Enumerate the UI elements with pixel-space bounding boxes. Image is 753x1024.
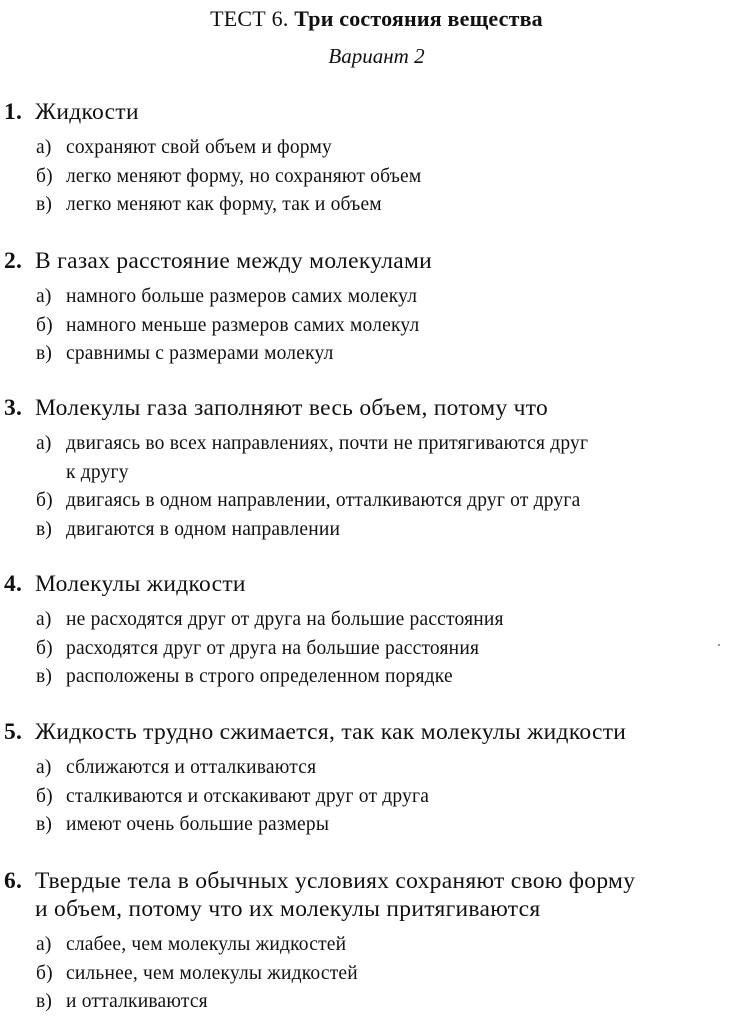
answer-option (4, 663, 734, 692)
question-heading (4, 718, 734, 746)
answer-text-line: двигаясь в одном направлении, отталкиваются друг от друга (66, 490, 581, 511)
answer-letter: б) (36, 785, 53, 807)
answer-letter: а) (36, 757, 52, 778)
question-number: 4. (4, 571, 23, 597)
answer-option (4, 635, 734, 664)
answer-letter: в) (36, 991, 53, 1012)
answer-option (4, 134, 734, 163)
answer-letter: а) (36, 137, 52, 158)
question-text-line: Твердые тела в обычных условиях сохраняют свою форму (35, 868, 636, 894)
answer-letter: в) (36, 343, 53, 364)
answer-letter: в) (36, 666, 53, 687)
answer-option (4, 783, 734, 812)
answer-text-line: намного больше размеров самих молекул (66, 286, 418, 307)
question-1 (4, 98, 734, 220)
answer-options (4, 606, 734, 692)
question-heading (4, 570, 734, 598)
question-heading (4, 394, 734, 422)
question-heading (4, 867, 734, 923)
answer-text-line: расположены в строго определенном порядке (66, 666, 453, 687)
question-number: 5. (4, 719, 23, 745)
answer-text-line: двигаются в одном направлении (66, 518, 341, 540)
answer-option (4, 487, 734, 516)
question-text-line: В газах расстояние между молекулами (35, 248, 433, 274)
answer-options (4, 931, 734, 1017)
question-6 (4, 867, 734, 1017)
question-number: 1. (4, 99, 23, 125)
answer-options (4, 430, 734, 544)
answer-option (4, 191, 734, 220)
answer-option (4, 430, 734, 487)
answer-letter: б) (36, 637, 53, 659)
answer-option (4, 606, 734, 635)
answer-letter: а) (36, 286, 52, 307)
answer-option (4, 754, 734, 783)
scan-speck (718, 644, 720, 646)
question-heading (4, 98, 734, 126)
question-number: 3. (4, 395, 23, 421)
variant-label: Вариант 2 (328, 44, 425, 68)
answer-options (4, 134, 734, 220)
answer-text-line: слабее, чем молекулы жидкостей (66, 934, 347, 955)
question-2 (4, 247, 734, 369)
question-5 (4, 718, 734, 840)
question-text-line: и объем, потому что их молекулы притягиваются (35, 896, 541, 922)
answer-letter: б) (36, 490, 53, 511)
answer-letter: а) (36, 934, 52, 955)
answer-text-line: легко меняют как форму, так и объем (66, 194, 382, 215)
answer-text-line: сохраняют свой объем и форму (66, 137, 332, 158)
answer-option (4, 960, 734, 989)
question-text-line: Жидкость трудно сжимается, так как молекулы жидкости (35, 719, 627, 745)
question-number: 6. (4, 868, 23, 894)
answer-text-line: сравнимы с размерами молекул (66, 343, 334, 364)
answer-letter: б) (36, 314, 53, 336)
answer-text-line: сталкиваются и отскакивают друг от друга (66, 785, 430, 807)
answer-option (4, 340, 734, 369)
answer-option (4, 931, 734, 960)
answer-text-line: и отталкиваются (66, 991, 208, 1012)
answer-option (4, 516, 734, 545)
answer-letter: в) (36, 518, 53, 540)
question-text-line: Молекулы газа заполняют весь объем, потому что (35, 395, 549, 421)
answer-option (4, 163, 734, 192)
answer-options (4, 283, 734, 369)
answer-text-line: легко меняют форму, но сохраняют объем (66, 165, 422, 187)
answer-letter: а) (36, 433, 52, 454)
test-prefix: ТЕСТ 6. (210, 6, 289, 31)
answer-text-line: намного меньше размеров самих молекул (66, 314, 420, 336)
answer-text-line: к другу (66, 461, 129, 483)
question-number: 2. (4, 248, 23, 274)
question-4 (4, 570, 734, 692)
answer-letter: в) (36, 194, 53, 215)
answer-letter: а) (36, 609, 52, 630)
test-name: Три состояния вещества (294, 6, 543, 31)
question-heading (4, 247, 734, 275)
answer-option (4, 283, 734, 312)
question-text-line: Молекулы жидкости (35, 571, 246, 597)
answer-options (4, 754, 734, 840)
answer-text-line: сильнее, чем молекулы жидкостей (66, 962, 358, 984)
answer-letter: б) (36, 962, 53, 984)
answer-text-line: двигаясь во всех направлениях, почти не притягиваются друг (66, 433, 589, 454)
question-text-line: Жидкости (35, 99, 139, 125)
answer-option (4, 988, 734, 1017)
answer-text-line: не расходятся друг от друга на большие расстояния (66, 609, 504, 630)
answer-letter: б) (36, 165, 53, 187)
answer-text-line: сближаются и отталкиваются (66, 757, 317, 778)
answer-letter: в) (36, 814, 53, 835)
test-title (0, 6, 753, 32)
answer-option (4, 811, 734, 840)
question-3 (4, 394, 734, 544)
answer-text-line: расходятся друг от друга на большие расстояния (66, 637, 480, 659)
answer-text-line: имеют очень большие размеры (66, 814, 330, 835)
answer-option (4, 312, 734, 341)
